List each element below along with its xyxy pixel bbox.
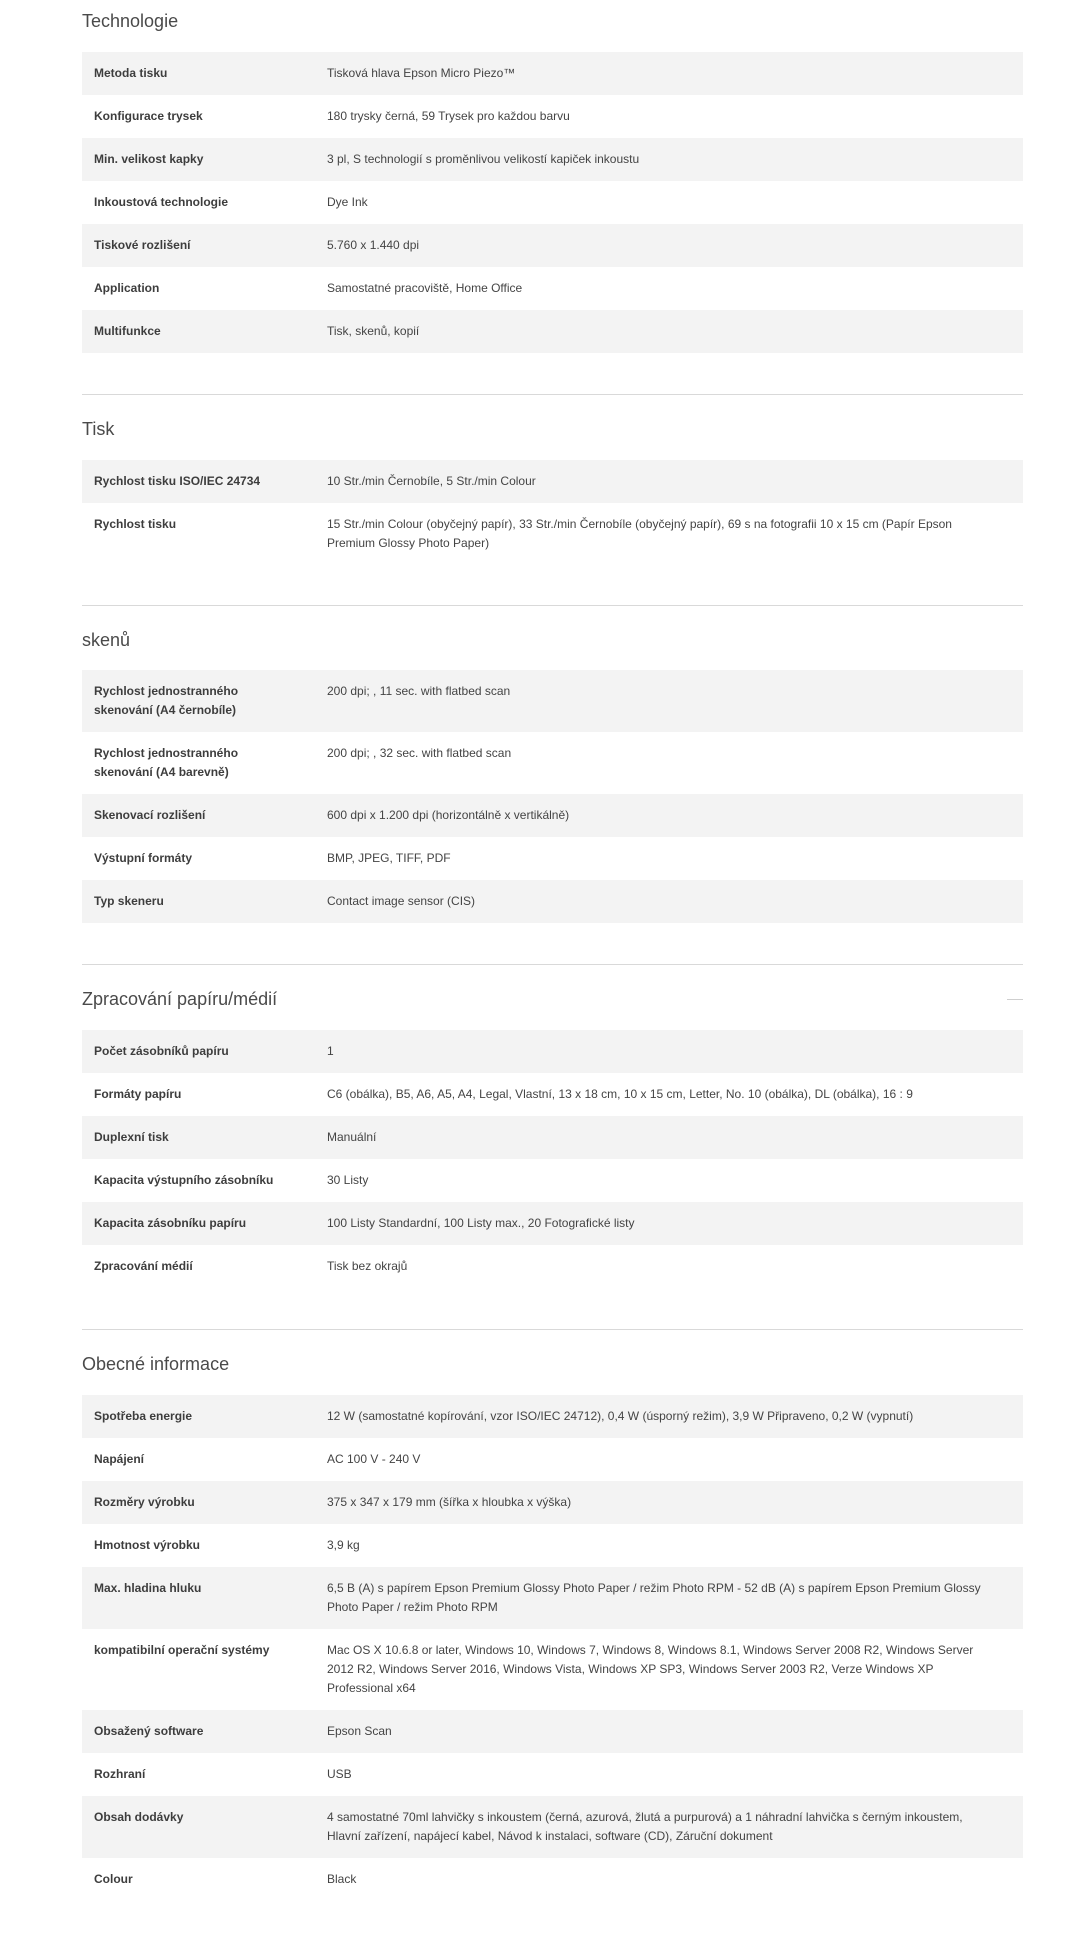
spec-label: Obsah dodávky xyxy=(94,1810,184,1824)
spec-label: Kapacita výstupního zásobníku xyxy=(94,1173,274,1187)
spec-value: 4 samostatné 70ml lahvičky s inkoustem (černá, azurová, žlutá a purpurová) a 1 náhradní lahvička s černým inkoustem, Hlavní zařízení, napájecí kabel, Návod k instalaci, software (CD), Záruční dokument xyxy=(327,1810,963,1843)
spec-label: Tiskové rozlišení xyxy=(94,238,191,252)
spec-table xyxy=(82,52,1023,353)
spec-value: 200 dpi; , 32 sec. with flatbed scan xyxy=(327,746,512,760)
spec-value: 600 dpi x 1.200 dpi (horizontálně x vertikálně) xyxy=(327,808,570,822)
spec-label: Colour xyxy=(94,1872,133,1886)
spec-row xyxy=(82,1116,1023,1159)
spec-row xyxy=(82,52,1023,95)
spec-label: Typ skeneru xyxy=(94,894,164,908)
spec-row xyxy=(82,310,1023,353)
spec-label: Zpracování médií xyxy=(94,1259,193,1273)
spec-row xyxy=(82,1629,1023,1710)
spec-value: Tisk bez okrajů xyxy=(327,1259,408,1273)
spec-value: Contact image sensor (CIS) xyxy=(327,894,476,908)
spec-row xyxy=(82,1073,1023,1116)
spec-row xyxy=(82,1481,1023,1524)
section-divider xyxy=(82,605,1023,606)
spec-row xyxy=(82,1710,1023,1753)
spec-value: BMP, JPEG, TIFF, PDF xyxy=(327,851,451,865)
spec-label: Rychlost tisku ISO/IEC 24734 xyxy=(94,474,261,488)
spec-value: 3 pl, S technologií s proměnlivou velikostí kapiček inkoustu xyxy=(327,152,640,166)
spec-row xyxy=(82,138,1023,181)
spec-row xyxy=(82,1030,1023,1073)
spec-row xyxy=(82,503,1023,565)
spec-label: Rychlost jednostranného skenování (A4 černobíle) xyxy=(94,684,239,717)
spec-value: 200 dpi; , 11 sec. with flatbed scan xyxy=(327,684,511,698)
spec-label: Min. velikost kapky xyxy=(94,152,204,166)
spec-value: C6 (obálka), B5, A6, A5, A4, Legal, Vlastní, 13 x 18 cm, 10 x 15 cm, Letter, No. 10 (obálka), DL (obálka), 16 : 9 xyxy=(327,1087,913,1101)
spec-value: 30 Listy xyxy=(327,1173,369,1187)
spec-row xyxy=(82,181,1023,224)
spec-row xyxy=(82,1159,1023,1202)
spec-value: 5.760 x 1.440 dpi xyxy=(327,238,420,252)
section-title[interactable]: Zpracování papíru/médií xyxy=(82,989,278,1009)
spec-row xyxy=(82,670,1023,732)
spec-row xyxy=(82,267,1023,310)
spec-value: 100 Listy Standardní, 100 Listy max., 20 Fotografické listy xyxy=(327,1216,635,1230)
spec-label: Application xyxy=(94,281,160,295)
spec-row xyxy=(82,1858,1023,1901)
spec-label: Napájení xyxy=(94,1452,145,1466)
spec-label: Výstupní formáty xyxy=(94,851,193,865)
spec-value: USB xyxy=(327,1767,352,1781)
spec-label: Max. hladina hluku xyxy=(94,1581,202,1595)
spec-value: 6,5 B (A) s papírem Epson Premium Glossy Photo Paper / režim Photo RPM - 52 dB (A) s papírem Epson Premium Glossy Photo Paper / režim Photo RPM xyxy=(327,1581,981,1614)
spec-label: Multifunkce xyxy=(94,324,161,338)
spec-row xyxy=(82,1796,1023,1858)
spec-label: Skenovací rozlišení xyxy=(94,808,206,822)
spec-label: Hmotnost výrobku xyxy=(94,1538,201,1552)
spec-value: 3,9 kg xyxy=(327,1538,360,1552)
spec-value: Tisková hlava Epson Micro Piezo™ xyxy=(327,66,516,80)
spec-table xyxy=(82,1395,1023,1901)
spec-label: Rozměry výrobku xyxy=(94,1495,195,1509)
spec-label: Rychlost tisku xyxy=(94,517,177,531)
spec-table xyxy=(82,1030,1023,1288)
specifications-container xyxy=(82,0,1023,1941)
spec-value: Black xyxy=(327,1872,357,1886)
spec-value: 12 W (samostatné kopírování, vzor ISO/IEC 24712), 0,4 W (úsporný režim), 3,9 W Připraveno, 0,2 W (vypnutí) xyxy=(327,1409,914,1423)
spec-row xyxy=(82,95,1023,138)
section-divider xyxy=(82,394,1023,395)
spec-value: 15 Str./min Colour (obyčejný papír), 33 Str./min Černobíle (obyčejný papír), 69 s na fotografii 10 x 15 cm (Papír Epson Premium Glossy Photo Paper) xyxy=(327,517,952,550)
spec-label: Konfigurace trysek xyxy=(94,109,203,123)
collapse-icon[interactable] xyxy=(1007,999,1023,1000)
spec-label: kompatibilní operační systémy xyxy=(94,1643,270,1657)
spec-value: Samostatné pracoviště, Home Office xyxy=(327,281,523,295)
spec-value: Epson Scan xyxy=(327,1724,392,1738)
spec-value: Manuální xyxy=(327,1130,377,1144)
spec-row xyxy=(82,732,1023,794)
spec-value: AC 100 V - 240 V xyxy=(327,1452,421,1466)
spec-value: 1 xyxy=(327,1044,334,1058)
section-obecne-informace xyxy=(82,1343,1023,1941)
spec-value: Mac OS X 10.6.8 or later, Windows 10, Windows 7, Windows 8, Windows 8.1, Windows Server 2008 R2, Windows Server 2012 R2, Windows Server 2016, Windows Vista, Windows XP SP3, Windows Server 2003 R2, Verze Windows XP Professional x64 xyxy=(327,1643,974,1695)
spec-row xyxy=(82,460,1023,503)
spec-label: Rozhraní xyxy=(94,1767,146,1781)
spec-row xyxy=(82,224,1023,267)
spec-row xyxy=(82,1524,1023,1567)
section-divider xyxy=(82,1329,1023,1330)
spec-row xyxy=(82,837,1023,880)
spec-row xyxy=(82,794,1023,837)
section-technologie xyxy=(82,0,1023,395)
section-title[interactable]: Tisk xyxy=(82,419,115,439)
spec-value: 10 Str./min Černobíle, 5 Str./min Colour xyxy=(327,474,536,488)
spec-row xyxy=(82,1202,1023,1245)
spec-row xyxy=(82,880,1023,923)
spec-value: 180 trysky černá, 59 Trysek pro každou barvu xyxy=(327,109,570,123)
spec-row xyxy=(82,1438,1023,1481)
section-skenu xyxy=(82,619,1023,965)
spec-row xyxy=(82,1245,1023,1288)
section-title[interactable]: skenů xyxy=(82,630,131,650)
spec-label: Metoda tisku xyxy=(94,66,168,80)
spec-label: Formáty papíru xyxy=(94,1087,182,1101)
spec-row xyxy=(82,1395,1023,1438)
section-divider xyxy=(82,964,1023,965)
spec-row xyxy=(82,1753,1023,1796)
spec-label: Spotřeba energie xyxy=(94,1409,193,1423)
spec-label: Obsažený software xyxy=(94,1724,204,1738)
spec-label: Rychlost jednostranného skenování (A4 barevně) xyxy=(94,746,239,779)
section-tisk xyxy=(82,408,1023,606)
spec-label: Inkoustová technologie xyxy=(94,195,229,209)
spec-label: Duplexní tisk xyxy=(94,1130,169,1144)
spec-label: Počet zásobníků papíru xyxy=(94,1044,229,1058)
spec-value: Dye Ink xyxy=(327,195,368,209)
spec-row xyxy=(82,1567,1023,1629)
spec-label: Kapacita zásobníku papíru xyxy=(94,1216,247,1230)
spec-value: 375 x 347 x 179 mm (šířka x hloubka x výška) xyxy=(327,1495,572,1509)
spec-table xyxy=(82,670,1023,923)
spec-table xyxy=(82,460,1023,565)
spec-value: Tisk, skenů, kopií xyxy=(327,324,420,338)
section-title[interactable]: Technologie xyxy=(82,11,179,31)
section-title[interactable]: Obecné informace xyxy=(82,1354,230,1374)
section-zpracovani-papiru xyxy=(82,978,1023,1330)
